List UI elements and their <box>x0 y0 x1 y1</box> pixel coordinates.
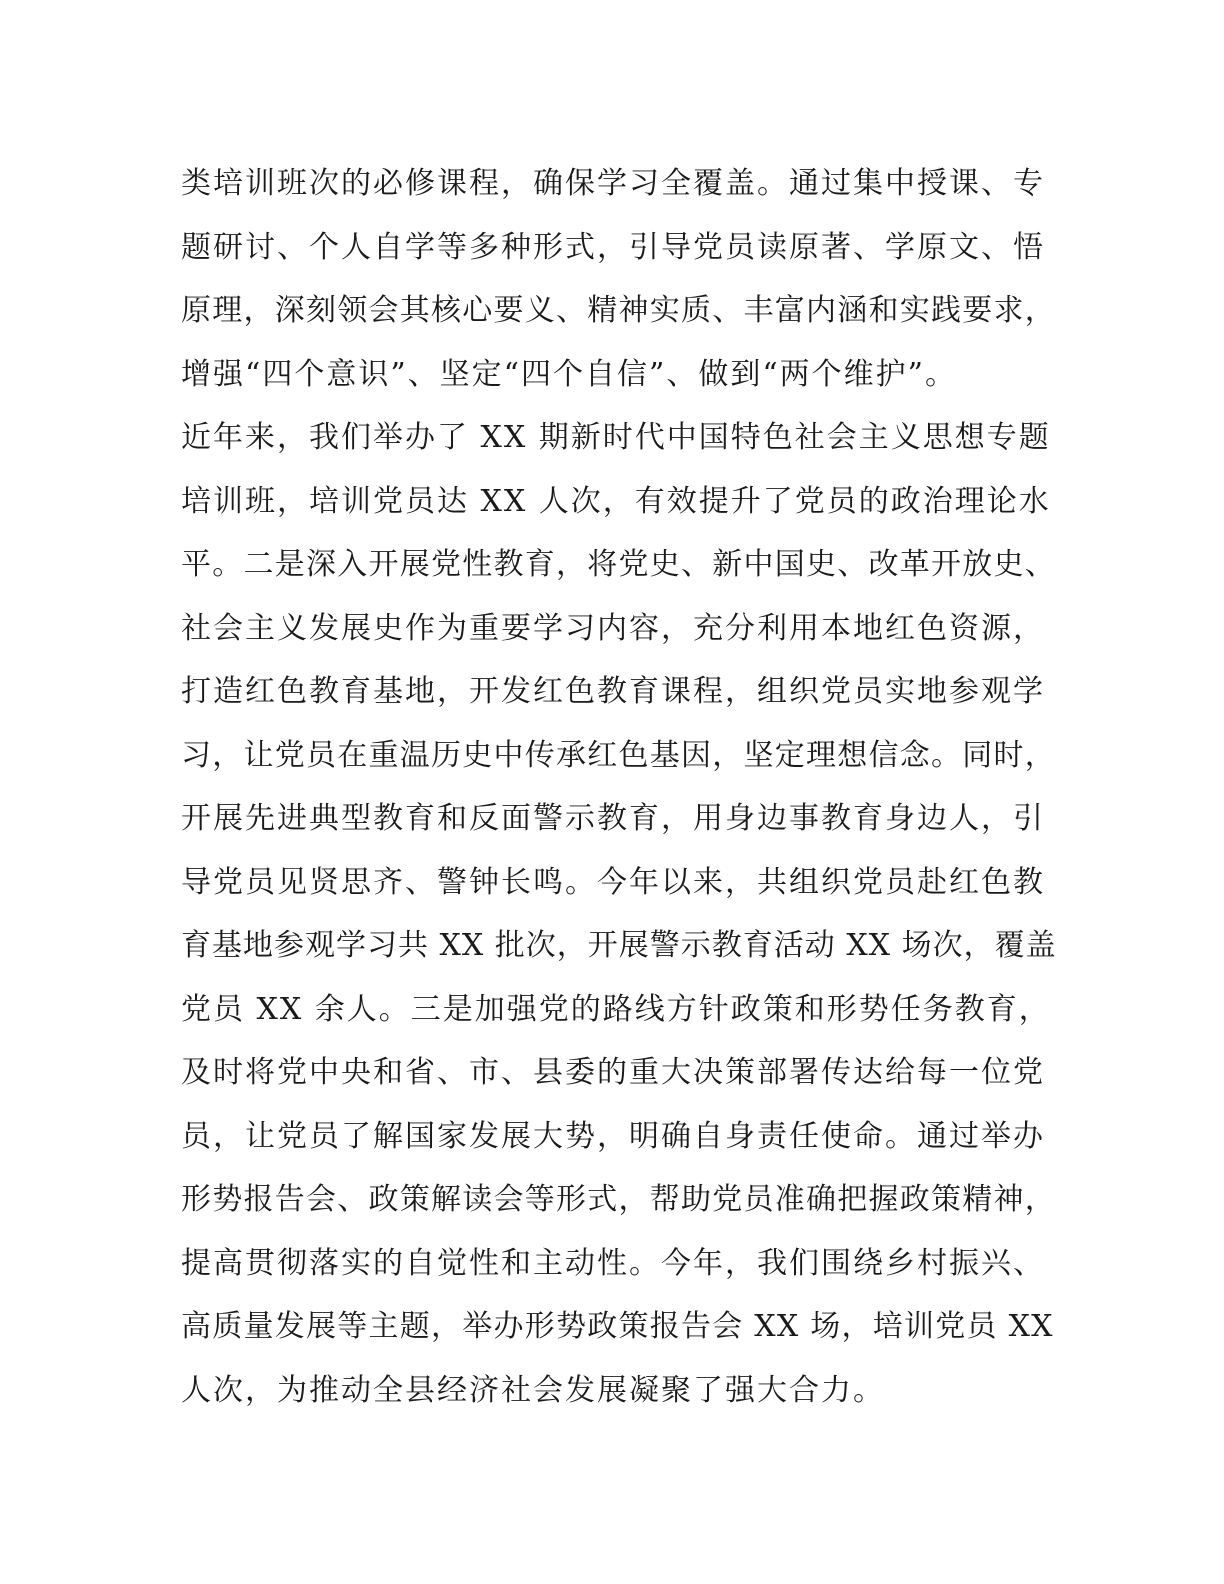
text-line: 高质量发展等主题，举办形势政策报告会 XX 场，培训党员 XX <box>181 1309 1054 1344</box>
text-line: 习，让党员在重温历史中传承红色基因，坚定理想信念。同时， <box>181 737 1056 773</box>
text-line: 导党员见贤思齐、警钟长鸣。今年以来，共组织党员赴红色教 <box>181 864 1045 900</box>
text-line: 打造红色教育基地，开发红色教育课程，组织党员实地参观学 <box>181 674 1045 709</box>
text-line: 平。二是深入开展党性教育，将党史、新中国史、改革开放史、 <box>181 547 1056 582</box>
text-line: 原理，深刻领会其核心要义、精神实质、丰富内涵和实践要求， <box>181 293 1056 328</box>
text-line: 培训班，培训党员达 XX 人次，有效提升了党员的政治理论水 <box>181 483 1051 519</box>
text-line: 近年来，我们举办了 XX 期新时代中国特色社会主义思想专题 <box>181 420 1051 455</box>
text-line: 形势报告会、政策解读会等形式，帮助党员准确把握政策精神， <box>181 1182 1056 1217</box>
text-line: 增强“四个意识”、坚定“四个自信”、做到“两个维护”。 <box>181 356 958 392</box>
text-line: 提高贯彻落实的自觉性和主动性。今年，我们围绕乡村振兴、 <box>181 1245 1045 1281</box>
text-line: 员，让党员了解国家发展大势，明确自身责任使命。通过举办 <box>181 1118 1045 1154</box>
text-line: 题研讨、个人自学等多种形式，引导党员读原著、学原文、悟 <box>181 229 1045 265</box>
text-line: 人次，为推动全县经济社会发展凝聚了强大合力。 <box>181 1372 885 1408</box>
text-line: 党员 XX 余人。三是加强党的路线方针政策和形势任务教育， <box>181 991 1051 1027</box>
text-line: 社会主义发展史作为重要学习内容，充分利用本地红色资源， <box>181 610 1045 646</box>
text-line: 及时将党中央和省、市、县委的重大决策部署传达给每一位党 <box>181 1055 1045 1090</box>
text-line: 类培训班次的必修课程，确保学习全覆盖。通过集中授课、专 <box>181 166 1045 201</box>
text-line: 育基地参观学习共 XX 批次，开展警示教育活动 XX 场次，覆盖 <box>181 928 1057 963</box>
body-paragraph <box>181 152 1061 1422</box>
text-line: 开展先进典型教育和反面警示教育，用身边事教育身边人，引 <box>181 801 1045 836</box>
